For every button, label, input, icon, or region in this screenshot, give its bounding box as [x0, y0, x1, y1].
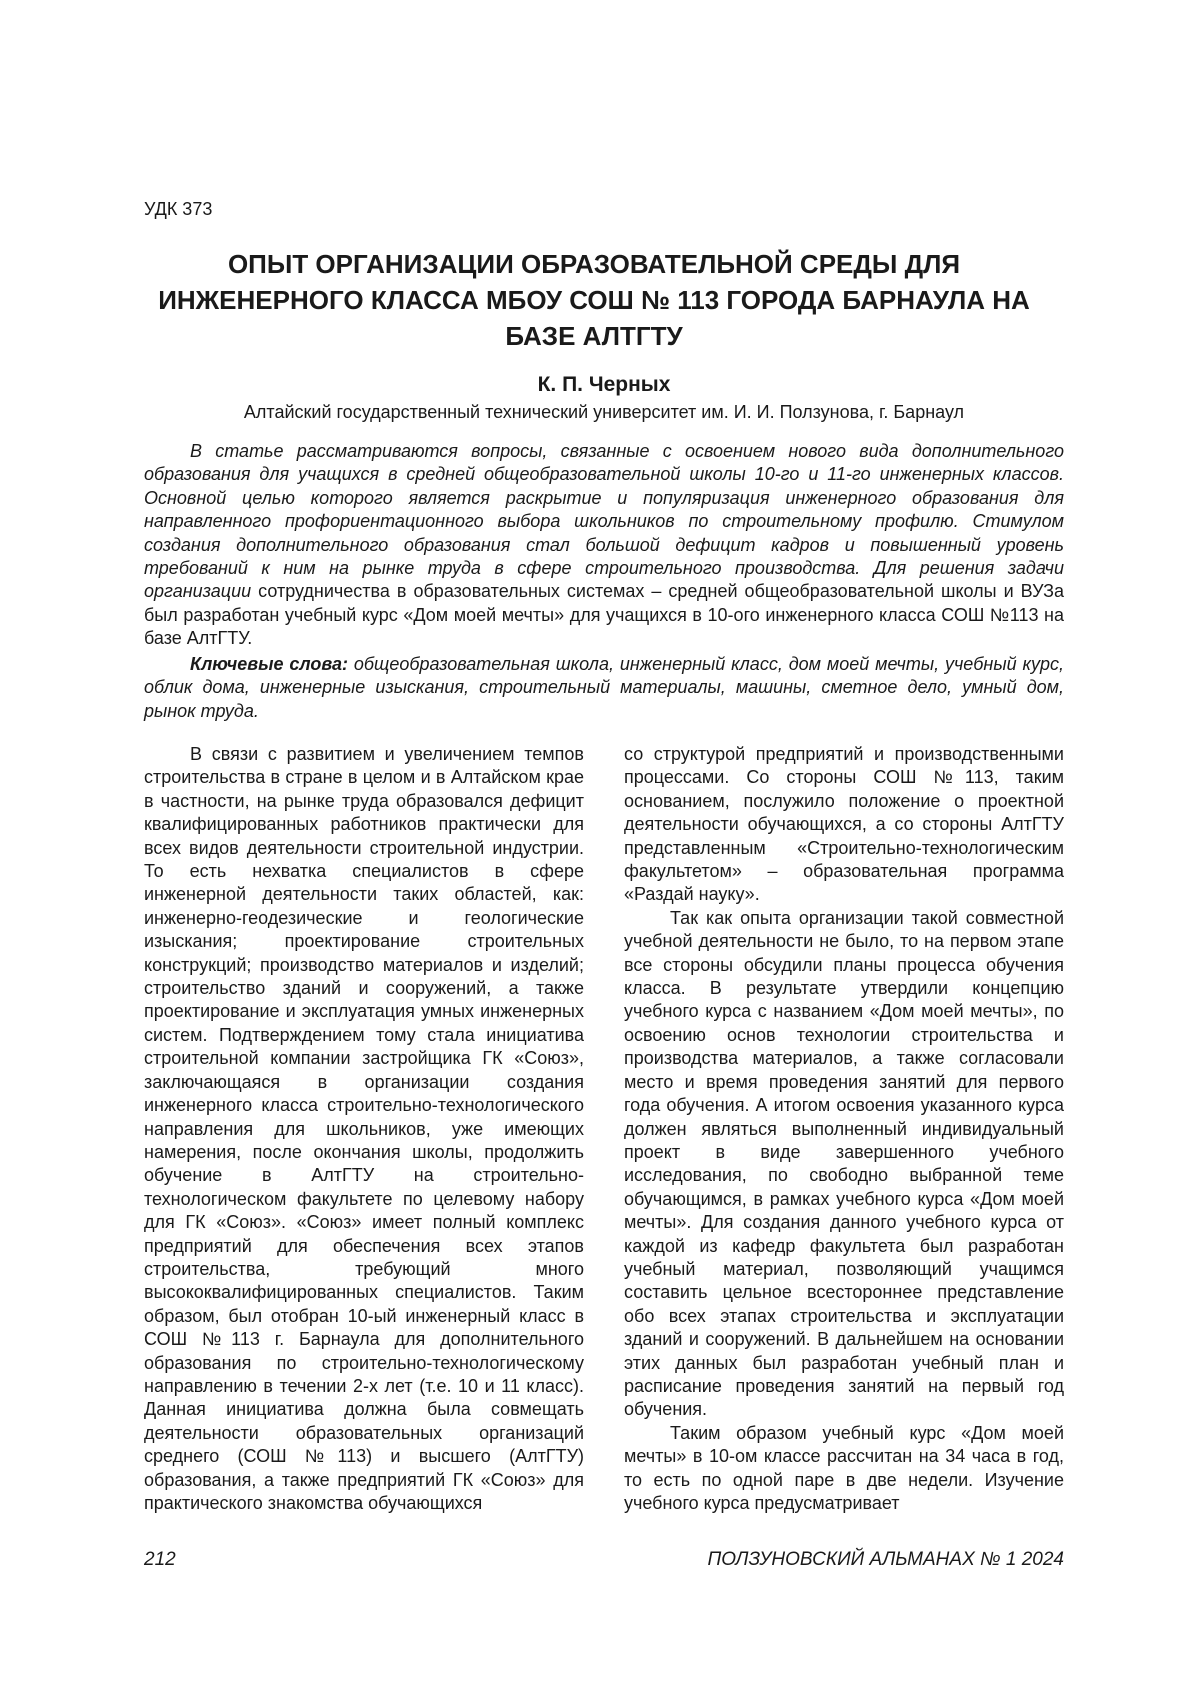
- body-paragraph: В связи с развитием и увеличением темпов строительства в стране в целом и в Алтайском крае в частности, на рынке труда образовался дефицит квалифицированных работников практически для всех видов деятельности строительной индустрии. То есть нехватка специалистов в сфере инженерной деятельности таких областей, как: инженерно-геодезические и геологические изыскания; проектирование строительных конструкций; производство материалов и изделий; строительство зданий и сооружений, а также проектирование и эксплуатация умных инженерных систем. Подтверждением тому стала инициатива строительной компании застройщика ГК «Союз», заключающаяся в организации создания инженерного класса строительно-технологического направления для школьников, уже имеющих намерения, после окончания школы, продолжить обучение в АлтГТУ на строительно-технологическом факультете по целевому набору для ГК «Союз». «Союз» имеет полный комплекс предприятий для обеспечения всех этапов строительства, требующий много высококвалифицированных специалистов. Таким образом, был отобран 10-ый инженерный класс в СОШ №113 г. Барнаула для дополнительного образования по строительно-технологическому направлению в течении 2-х лет (т.е. 10 и 11 класс). Данная инициатива должна была совмещать деятельности образовательных организаций среднего (СОШ №113) и высшего (АлтГТУ) образования, а также предприятий ГК «Союз» для практического знакомства обучающихся: [144, 744, 584, 1513]
- keywords: [144, 653, 1064, 723]
- abstract-regular: сотрудничества в образовательных системах – средней общеобразовательной школы и ВУЗа был разработан учебный курс «Дом моей мечты» для учащихся в 10-ого инженерного класса СОШ №113 на базе АлтГТУ.: [144, 581, 1064, 649]
- keywords-text: общеобразовательная школа, инженерный класс, дом моей мечты, учебный курс, облик дома, инженерные изыскания, строительный материалы, машины, сметное дело, умный дом, рынок труда.: [144, 654, 1065, 721]
- body-column-right: [624, 743, 1064, 1515]
- journal-name: ПОЛЗУНОВСКИЙ АЛЬМАНАХ № 1 2024: [707, 1549, 1064, 1570]
- body-paragraph: Таким образом учебный курс «Дом моей мечты» в 10-ом классе рассчитан на 34 часа в год, то есть по одной паре в две недели. Изучение учебного курса предусматривает: [624, 1422, 1064, 1513]
- udk-code: УДК 373: [144, 199, 213, 219]
- article-title: ОПЫТ ОРГАНИЗАЦИИ ОБРАЗОВАТЕЛЬНОЙ СРЕДЫ ДЛЯ ИНЖЕНЕРНОГО КЛАССА МБОУ СОШ № 113 ГОРОДА БАРНАУЛА НА БАЗЕ АЛТГТУ: [158, 249, 1030, 351]
- abstract-italic: В статье рассматриваются вопросы, связанные с освоением нового вида дополнительного образования для учащихся в средней общеобразовательной школы 10-го и 11-го инженерных классов. Основной целью которого является раскрытие и популяризация инженерного образования для направленного профориентационного выбора школьников по строительному профилю. Стимулом создания дополнительного образования стал большой дефицит кадров и повышенный уровень требований к ним на рынке труда в сфере строительного производства. Для решения задачи организации: [144, 441, 1064, 602]
- abstract: [144, 440, 1064, 651]
- body-paragraph: со структурой предприятий и производственными процессами. Со стороны СОШ №113, таким основанием, послужило положение о проектной деятельности обучающихся, а со стороны АлтГТУ представленным «Строительно-технологическим факультетом» – образовательная программа «Раздай науку».: [624, 744, 1064, 905]
- page-number: 212: [144, 1549, 176, 1570]
- body-paragraph: Так как опыта организации такой совместной учебной деятельности не было, то на первом этапе все стороны обсудили планы процесса обучения класса. В результате утвердили концепцию учебного курса с названием «Дом моей мечты», по освоению основ технологии строительства и производства материалов, а также согласовали место и время проведения занятий для первого года обучения. А итогом освоения указанного курса должен являться выполненный индивидуальный проект в виде завершенного учебного исследования, по свободно выбранной теме обучающимся, в рамках учебного курса «Дом моей мечты». Для создания данного учебного курса от каждой из кафедр факультета был разработан учебный материал, позволяющий учащимся составить цельное всестороннее представление обо всех этапах строительства и эксплуатации зданий и сооружений. В дальнейшем на основании этих данных был разработан учебный план и расписание проведения занятий на первый год обучения.: [624, 907, 1064, 1420]
- body-column-left: [144, 743, 584, 1515]
- keywords-label: Ключевые слова:: [190, 654, 348, 674]
- author-name: К. П. Черных: [537, 373, 671, 396]
- author-affiliation: Алтайский государственный технический университет им. И. И. Ползунова, г. Барнаул: [243, 402, 965, 422]
